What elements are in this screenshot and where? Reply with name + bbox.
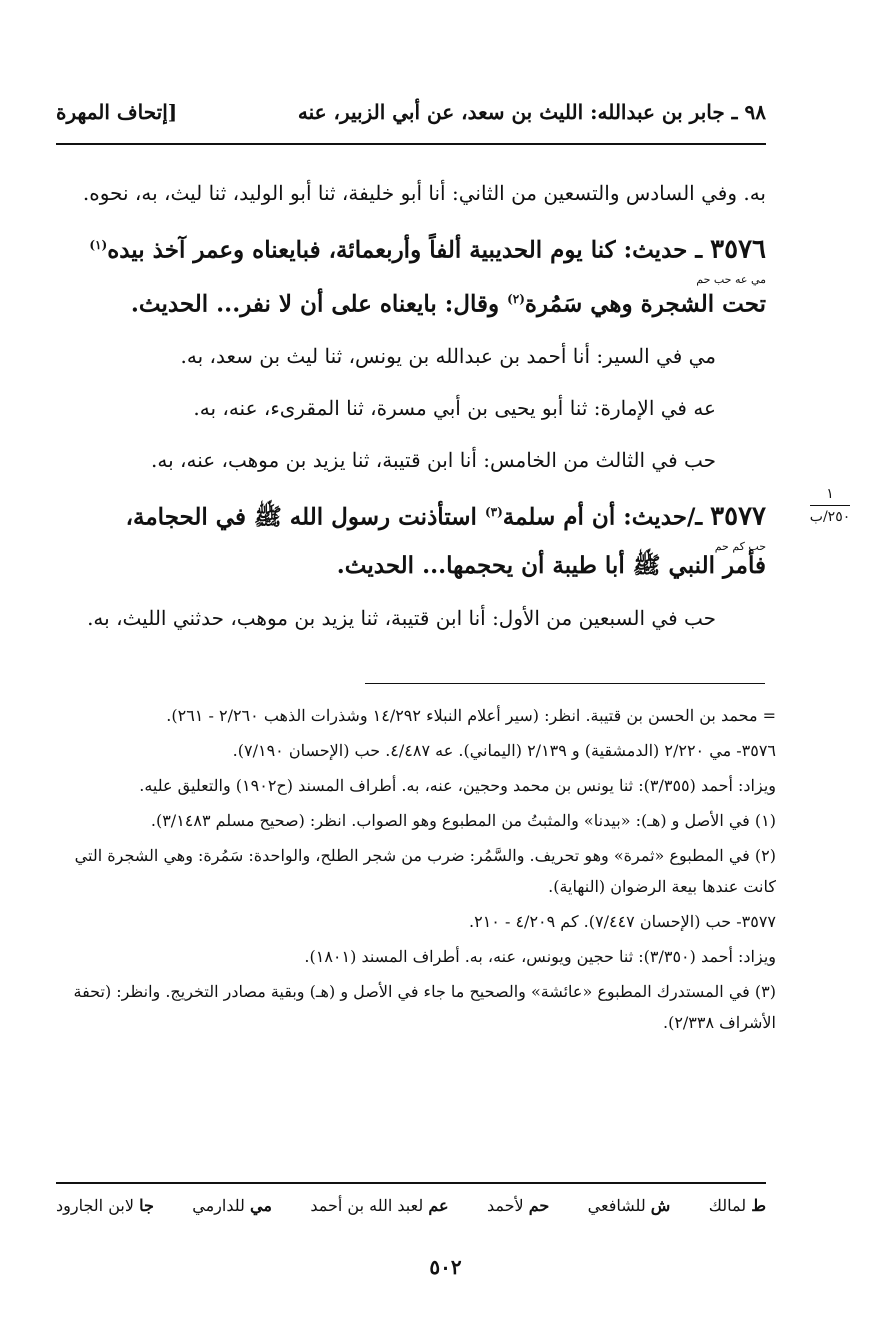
abbreviations-divider	[56, 1182, 766, 1184]
footnote: ويزاد: أحمد (٣/٣٥٠): ثنا حجين ويونس، عنه، به. أطراف المسند (١٨٠١).	[304, 947, 776, 966]
footnote: ويزاد: أحمد (٣/٣٥٥): ثنا يونس بن محمد وحجين، عنه، به. أطراف المسند (ح١٩٠٢) والتعليق عليه.	[139, 776, 776, 795]
footnote-ref: (١)	[89, 238, 108, 252]
hadith-text: ـ حديث: كنا يوم الحديبية ألفاً وأربعمائة، فبايعناه وعمر آخذ بيده	[107, 236, 703, 264]
header-book-title: [إتحاف المهرة	[56, 100, 178, 124]
source-marks: مي عه حب حم	[696, 272, 766, 286]
source-line: حب في السبعين من الأول: أنا ابن قتيبة، ثنا يزيد بن موهب، حدثني الليث، به.	[87, 605, 716, 630]
hadith-text: استأذنت رسول الله ﷺ في الحجامة،	[125, 503, 485, 531]
hadith-3577	[56, 489, 766, 589]
abbreviations-key	[56, 1196, 766, 1215]
footnote-divider	[365, 683, 765, 684]
folio-divider	[810, 505, 850, 506]
footnote: ٣٥٧٦- مي ٢/٢٢٠ (الدمشقية) و ٢/١٣٩ (اليماني). عه ٤/٤٨٧. حب (الإحسان ٧/١٩٠).	[232, 741, 776, 760]
hadith-text: ـ/حديث: أن أم سلمة	[502, 503, 703, 531]
margin-folio-note	[800, 485, 860, 526]
hadith-number: ٣٥٧٧	[710, 501, 766, 532]
hadith-3576	[56, 222, 766, 327]
hadith-text: وقال: بايعناه على أن لا نفر... الحديث.	[130, 290, 508, 318]
footnote: (٣) في المستدرك المطبوع «عائشة» والصحيح ما جاء في الأصل و (هـ) وبقية مصادر التخريج. وانظر: (تحفة الأشراف ٢/٣٣٨).	[73, 982, 776, 1032]
abbreviation: ش للشافعي	[587, 1196, 671, 1215]
hadith-text: تحت الشجرة وهي سَمُرة	[524, 290, 766, 318]
footnote: = محمد بن الحسن بن قتيبة. انظر: (سير أعلام النبلاء ١٤/٢٩٢ وشذرات الذهب ٢/٢٦٠ - ٢٦١).	[166, 706, 776, 725]
page-number: ٥٠٢	[429, 1255, 462, 1279]
source-marks: حب كم حم	[714, 539, 766, 553]
source-line: عه في الإمارة: ثنا أبو يحيى بن أبي مسرة، ثنا المقرىء، عنه، به.	[193, 396, 716, 421]
main-text	[56, 170, 766, 647]
folio-top: ١	[826, 486, 834, 502]
paragraph-continuation: به. وفي السادس والتسعين من الثاني: أنا أبو خليفة، ثنا أبو الوليد، ثنا ليث، به، نحوه.	[82, 181, 766, 205]
header-chapter-title: ٩٨ ـ جابر بن عبدالله: الليث بن سعد، عن أبي الزبير، عنه	[297, 100, 766, 124]
source-line: مي في السير: أنا أحمد بن عبدالله بن يونس، ثنا ليث بن سعد، به.	[180, 344, 716, 369]
hadith-text: فأمر النبي ﷺ أبا طيبة أن يحجمها... الحديث.	[336, 551, 766, 579]
footnote: (١) في الأصل و (هـ): «بيدنا» والمثبتُ من المطبوع وهو الصواب. انظر: (صحيح مسلم ٣/١٤٨٣).	[150, 811, 776, 830]
footnote-ref: (٣)	[484, 505, 503, 520]
header-divider	[56, 143, 766, 145]
running-header	[56, 92, 766, 132]
footnotes	[56, 700, 776, 1042]
abbreviation: حم لأحمد	[486, 1196, 550, 1215]
abbreviation: عم لعبد الله بن أحمد	[310, 1196, 449, 1215]
footnote: ٣٥٧٧- حب (الإحسان ٧/٤٤٧). كم ٤/٢٠٩ - ٢١٠.	[469, 912, 776, 931]
footnote: (٢) في المطبوع «ثمرة» وهو تحريف. والسَّمُر: ضرب من شجر الطلح، والواحدة: سَمُرة: وهي الشجرة التي كانت عندها بيعة الرضوان (النهاية).	[74, 846, 776, 896]
abbreviation: جا لابن الجارود	[56, 1196, 154, 1215]
abbreviation: ط لمالك	[708, 1196, 766, 1215]
folio-bottom: ٢٥٠/ب	[809, 509, 851, 525]
source-line: حب في الثالث من الخامس: أنا ابن قتيبة، ثنا يزيد بن موهب، عنه، به.	[151, 448, 716, 473]
abbreviation: مي للدارمي	[192, 1196, 272, 1215]
footnote-ref: (٢)	[507, 291, 525, 306]
hadith-number: ٣٥٧٦	[710, 234, 766, 265]
